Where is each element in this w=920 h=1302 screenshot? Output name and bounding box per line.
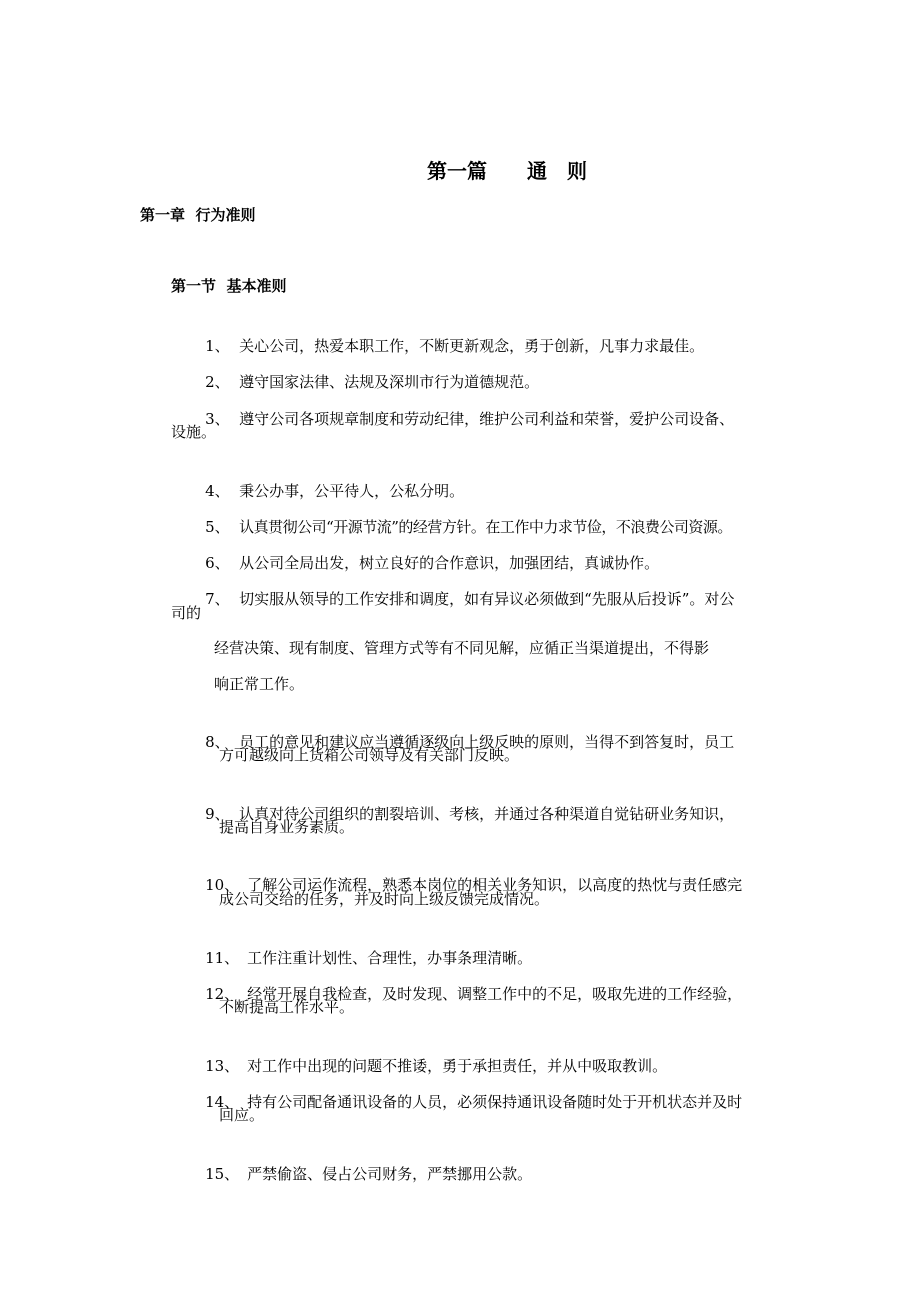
item-number: 3、 bbox=[205, 410, 230, 428]
item-text: 经常开展自我检查，及时发现、调整工作中的不足，吸取先进的工作经验， bbox=[247, 985, 743, 1003]
item-text: 严禁偷盗、侵占公司财务，严禁挪用公款。 bbox=[247, 1165, 533, 1183]
item-continuation: 成公司交给的任务，并及时向上级反馈完成情况。 bbox=[219, 890, 550, 908]
item-number: 2、 bbox=[205, 373, 230, 391]
item-text: 认真对待公司组织的割裂培训、考核，并通过各种渠道自觉钻研业务知识， bbox=[239, 805, 735, 823]
item-number: 15、 bbox=[205, 1165, 240, 1183]
item-text: 遵守国家法律、法规及深圳市行为道德规范。 bbox=[239, 373, 540, 391]
section-heading: 第一节 基本准则 bbox=[171, 277, 287, 295]
item-text: 切实服从领导的工作安排和调度，如有异议必须做到“先服从后投诉”。对公 bbox=[239, 590, 735, 608]
item-number: 1、 bbox=[205, 337, 230, 355]
item-continuation: 方可越级向上货箱公司领导及有关部门反映。 bbox=[219, 746, 520, 764]
list-item bbox=[186, 566, 734, 632]
item-number: 12、 bbox=[205, 985, 240, 1003]
item-number: 7、 bbox=[205, 590, 230, 608]
item-number: 13、 bbox=[205, 1057, 240, 1075]
chapter-heading: 第一章 行为准则 bbox=[140, 206, 256, 224]
item-text: 对工作中出现的问题不推诿，勇于承担责任，并从中吸取教训。 bbox=[247, 1057, 668, 1075]
item-continuation: 不断提高工作水平。 bbox=[219, 998, 355, 1016]
item-number: 11、 bbox=[205, 949, 240, 967]
item-text: 了解公司运作流程，熟悉本岗位的相关业务知识，以高度的热忱与责任感完 bbox=[247, 876, 743, 894]
item-number: 9、 bbox=[205, 805, 230, 823]
item-text: 遵守公司各项规章制度和劳动纪律，维护公司利益和荣誉，爱护公司设备、 bbox=[239, 410, 735, 428]
list-item bbox=[186, 1141, 532, 1207]
item-number: 10、 bbox=[205, 876, 240, 894]
list-item bbox=[186, 386, 734, 452]
item-text: 秉公办事，公平待人，公私分明。 bbox=[239, 482, 465, 500]
item-number: 8、 bbox=[205, 733, 230, 751]
item-number: 14、 bbox=[205, 1093, 240, 1111]
item-text: 认真贯彻公司“开源节流”的经营方针。在工作中力求节俭，不浪费公司资源。 bbox=[239, 518, 732, 536]
item-text: 关心公司，热爱本职工作，不断更新观念，勇于创新，凡事力求最佳。 bbox=[239, 337, 705, 355]
list-item bbox=[186, 1069, 742, 1135]
item-continuation: 响正常工作。 bbox=[214, 675, 305, 693]
item-continuation: 设施。 bbox=[171, 423, 217, 441]
item-number: 4、 bbox=[205, 482, 230, 500]
item-number: 5、 bbox=[205, 518, 230, 536]
item-continuation: 回应。 bbox=[219, 1106, 265, 1124]
page-title: 第一篇 通 则 bbox=[427, 159, 587, 183]
item-continuation: 司的 bbox=[171, 604, 202, 622]
item-text: 工作注重计划性、合理性，办事条理清晰。 bbox=[247, 949, 533, 967]
item-continuation: 提高自身业务素质。 bbox=[219, 818, 355, 836]
item-number: 6、 bbox=[205, 554, 230, 572]
item-text: 从公司全局出发，树立良好的合作意识，加强团结，真诚协作。 bbox=[239, 554, 660, 572]
item-continuation: 经营决策、现有制度、管理方式等有不同见解，应循正当渠道提出，不得影 bbox=[214, 639, 710, 657]
item-text: 员工的意见和建议应当遵循逐级向上级反映的原则，当得不到答复时，员工 bbox=[239, 733, 735, 751]
item-text: 持有公司配备通讯设备的人员，必须保持通讯设备随时处于开机状态并及时 bbox=[247, 1093, 743, 1111]
